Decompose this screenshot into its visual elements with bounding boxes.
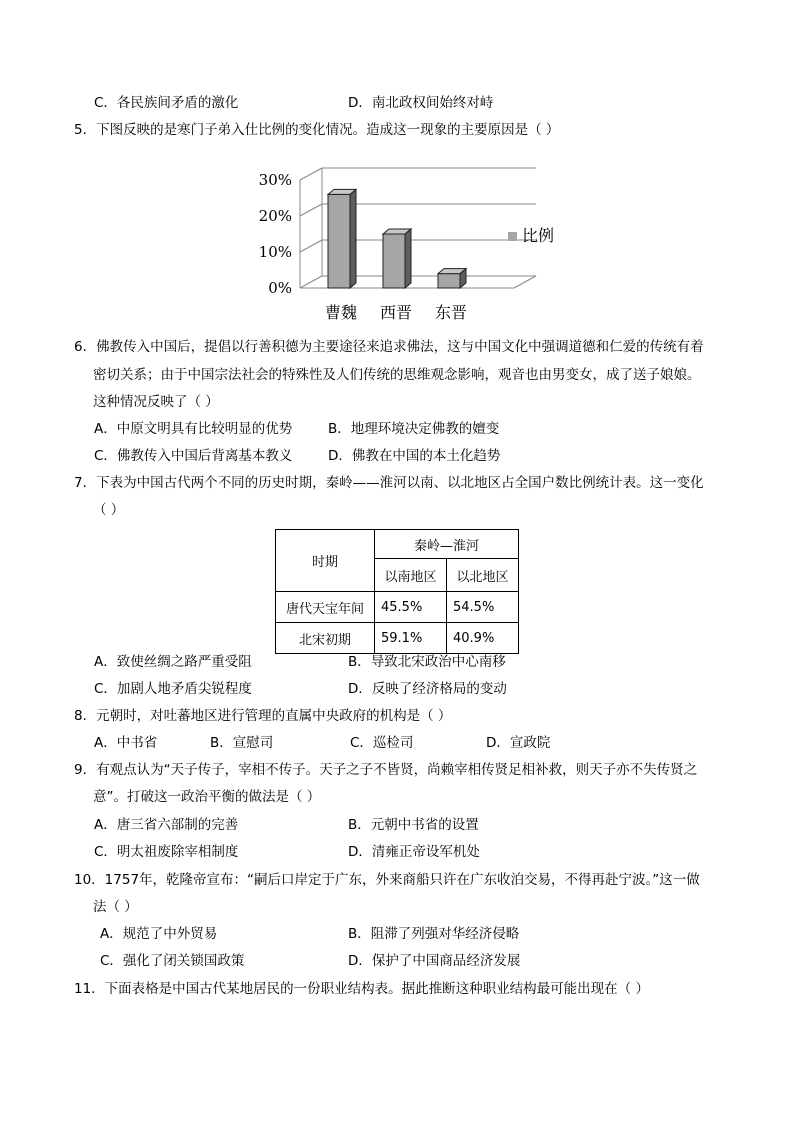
q5-stem: 5．下图反映的是寒门子弟入仕比例的变化情况。造成这一现象的主要原因是（ ） (74, 122, 560, 138)
x-tick-label: 西晋 (379, 303, 413, 322)
q7-stem-line1: 7．下表为中国古代两个不同的历史时期，秦岭——淮河以南、以北地区占全国户数比例统计表。这一变化 (74, 475, 704, 491)
q10-option-b: B．阻滞了列强对华经济侵略 (348, 926, 520, 942)
q9-option-c: C．明太祖废除宰相制度 (94, 844, 239, 860)
q9-stem-line1: 9．有观点认为“天子传子，宰相不传子。天子之子不皆贤，尚赖宰相传贤足相补救，则天子亦不失传贤之 (74, 762, 698, 778)
table-cell-north: 54.5% (447, 592, 519, 623)
q6-stem-line1: 6．佛教传入中国后，提倡以行善积德为主要途径来追求佛法，这与中国文化中强调道德和仁爱的传统有着 (74, 339, 704, 355)
bar (438, 269, 466, 288)
gridline-side (300, 240, 322, 252)
q10-option-d: D．保护了中国商品经济发展 (348, 953, 521, 969)
q6-option-d: D．佛教在中国的本土化趋势 (328, 448, 501, 464)
q9-option-b: B．元朝中书省的设置 (348, 817, 479, 833)
x-tick-label: 曹魏 (324, 303, 358, 322)
table-header-qinling-huaihe: 秦岭—淮河 (375, 530, 519, 559)
q4-option-c: C．各民族间矛盾的激化 (94, 95, 239, 111)
q8-option-d: D．宣政院 (486, 735, 551, 751)
y-tick-label: 0% (268, 279, 292, 297)
table-cell-period: 唐代天宝年间 (276, 592, 375, 623)
gridline-side (300, 204, 322, 216)
table-cell-period: 北宋初期 (276, 623, 375, 654)
q8-stem: 8．元朝时，对吐蕃地区进行管理的直属中央政府的机构是（ ） (74, 708, 452, 724)
table-row (276, 592, 519, 623)
chart-y-axis (259, 171, 292, 297)
table-header-period: 时期 (276, 530, 375, 592)
q6-option-a: A．中原文明具有比较明显的优势 (94, 421, 293, 437)
chart-x-axis (325, 303, 467, 322)
q4-option-d: D．南北政权间始终对峙 (348, 95, 494, 111)
chart-legend (508, 226, 554, 245)
legend-label: 比例 (522, 226, 555, 245)
q6-stem-line2: 密切关系；由于中国宗法社会的特殊性及人们传统的思维观念影响，观音也由男变女，成了送子娘娘。 (93, 367, 701, 383)
q9-stem-line2: 意”。打破这一政治平衡的做法是（ ） (93, 789, 321, 805)
q10-stem-line2: 法（ ） (93, 899, 138, 915)
table-row (276, 623, 519, 654)
q6-option-c: C．佛教传入中国后背离基本教义 (94, 448, 293, 464)
y-tick-label: 30% (258, 171, 292, 189)
table-header-north: 以北地区 (447, 559, 519, 592)
q7-option-b: B．导致北宋政治中心南移 (348, 654, 506, 670)
q10-stem-line1: 10．1757年，乾隆帝宣布：“嗣后口岸定于广东，外来商船只许在广东收泊交易，不得再赴宁波。”这一做 (74, 872, 700, 888)
q10-option-c: C．强化了闭关锁国政策 (100, 953, 245, 969)
gridline-side (300, 168, 322, 180)
floor-edge (514, 276, 536, 288)
q8-option-c: C．巡检司 (350, 735, 414, 751)
q7-option-a: A．致使丝绸之路严重受阻 (94, 654, 252, 670)
gridline-side (300, 276, 322, 288)
legend-swatch (508, 232, 517, 241)
bar (383, 229, 411, 288)
q8-option-b: B．宣慰司 (210, 735, 274, 751)
q5-bar-chart (250, 158, 570, 328)
q10-option-a: A．规范了中外贸易 (100, 926, 218, 942)
q7-households-table (275, 529, 519, 654)
table-cell-south: 59.1% (375, 623, 447, 654)
q7-option-d: D．反映了经济格局的变动 (348, 681, 507, 697)
table-header-south: 以南地区 (375, 559, 447, 592)
table-cell-south: 45.5% (375, 592, 447, 623)
bar (328, 189, 356, 288)
y-tick-label: 20% (258, 207, 292, 225)
x-tick-label: 东晋 (434, 303, 468, 322)
q9-option-d: D．清雍正帝设军机处 (348, 844, 480, 860)
q11-stem: 11．下面表格是中国古代某地居民的一份职业结构表。据此推断这种职业结构最可能出现在（ ） (74, 981, 649, 997)
q8-option-a: A．中书省 (94, 735, 158, 751)
table-cell-north: 40.9% (447, 623, 519, 654)
q7-option-c: C．加剧人地矛盾尖锐程度 (94, 681, 252, 697)
y-tick-label: 10% (258, 243, 292, 261)
q7-stem-line2: （ ） (93, 502, 125, 518)
q9-option-a: A．唐三省六部制的完善 (94, 817, 239, 833)
q6-stem-line3: 这种情况反映了（ ） (93, 394, 219, 410)
q6-option-b: B．地理环境决定佛教的嬗变 (328, 421, 500, 437)
